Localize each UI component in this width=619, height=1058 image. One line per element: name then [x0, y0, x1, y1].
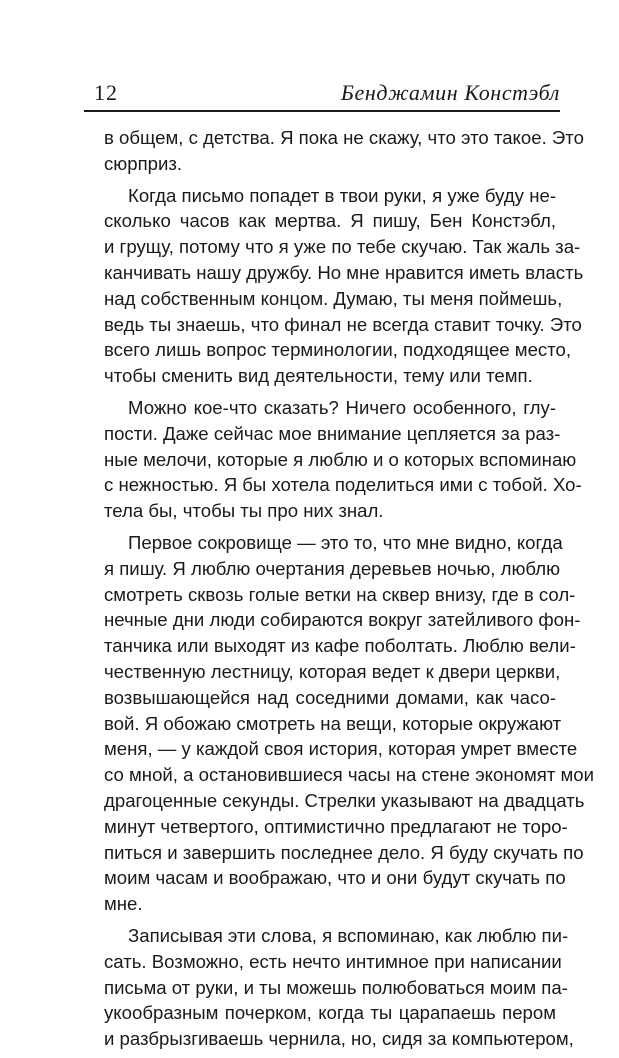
- running-title: Бенджамин Констэбл: [340, 80, 560, 105]
- body-text: [104, 125, 595, 1058]
- text-line: тела бы, чтобы ты про них знал.: [104, 500, 384, 522]
- text-line: питься и завершить последнее дело. Я буду скучать по: [104, 841, 584, 863]
- text-line: пости. Даже сейчас мое внимание цепляется за раз-: [104, 422, 561, 444]
- page-number: 12: [94, 80, 118, 105]
- text-line: мне.: [104, 893, 143, 915]
- text-line: драгоценные секунды. Стрелки указывают на двадцать: [104, 789, 585, 811]
- text-line: ведь ты знаешь, что финал не всегда ставит точку. Это: [104, 313, 582, 335]
- paragraph: [104, 923, 574, 1052]
- text-line: в общем, с детства. Я пока не скажу, что это такое. Это: [104, 127, 584, 148]
- text-line: чтобы сменить вид деятельности, тему или темп.: [104, 365, 533, 387]
- text-line: с нежностью. Я бы хотела поделиться ими с тобой. Хо-: [104, 474, 582, 496]
- text-line: возвышающейся над соседними домами, как часо-: [104, 686, 556, 708]
- text-line: над собственным концом. Думаю, ты меня поймешь,: [104, 287, 563, 309]
- text-line: сать. Возможно, есть нечто интимное при написании: [104, 950, 562, 972]
- running-head: [84, 78, 560, 110]
- text-line: письма от руки, и ты можешь полюбоваться моим па-: [104, 976, 568, 998]
- paragraph: [104, 125, 584, 177]
- paragraph: [104, 183, 584, 389]
- text-line: вой. Я обожаю смотреть на вещи, которые окружают: [104, 712, 562, 734]
- text-line: смотреть сквозь голые ветки на сквер внизу, где в сол-: [104, 583, 576, 605]
- text-line: я пишу. Я люблю очертания деревьев ночью, люблю: [104, 557, 561, 579]
- paragraph: [104, 530, 595, 917]
- text-line: Записывая эти слова, я вспоминаю, как люблю пи-: [128, 924, 569, 946]
- text-line: ные мелочи, которые я люблю и о которых вспоминаю: [104, 448, 577, 470]
- text-line: и грущу, потому что я уже по тебе скучаю. Так жаль за-: [104, 236, 581, 258]
- text-line: канчивать нашу дружбу. Но мне нравится иметь власть: [104, 261, 584, 283]
- text-line: моим часам и воображаю, что и они будут скучать по: [104, 867, 566, 889]
- text-line: всего лишь вопрос терминологии, подходящее место,: [104, 339, 572, 361]
- text-line: сюрприз.: [104, 152, 183, 174]
- text-line: Первое сокровище — это то, что мне видно, когда: [128, 531, 563, 553]
- text-line: меня, — у каждой своя история, которая умрет вместе: [104, 738, 578, 760]
- header-rule: [84, 110, 560, 112]
- text-line: чественную лестницу, которая ведет к двери церкви,: [104, 660, 561, 682]
- text-line: сколько часов как мертва. Я пишу, Бен Констэбл,: [104, 210, 556, 232]
- text-line: танчика или выходят из кафе поболтать. Люблю вели-: [104, 635, 576, 657]
- text-line: минут четвертого, оптимистично предлагают не торо-: [104, 815, 568, 837]
- text-line: со мной, а остановившиеся часы на стене экономят мои: [104, 764, 595, 786]
- text-line: и разбрызгиваешь чернила, но, сидя за компьютером,: [104, 1028, 574, 1050]
- text-line: Можно кое-что сказать? Ничего особенного, глу-: [128, 396, 556, 418]
- paragraph: [104, 395, 582, 524]
- text-line: нечные дни люди собираются вокруг затейливого фон-: [104, 609, 581, 631]
- text-line: Когда письмо попадет в твои руки, я уже буду не-: [128, 184, 556, 206]
- text-line: укообразным почерком, когда ты царапаешь пером: [104, 1002, 556, 1024]
